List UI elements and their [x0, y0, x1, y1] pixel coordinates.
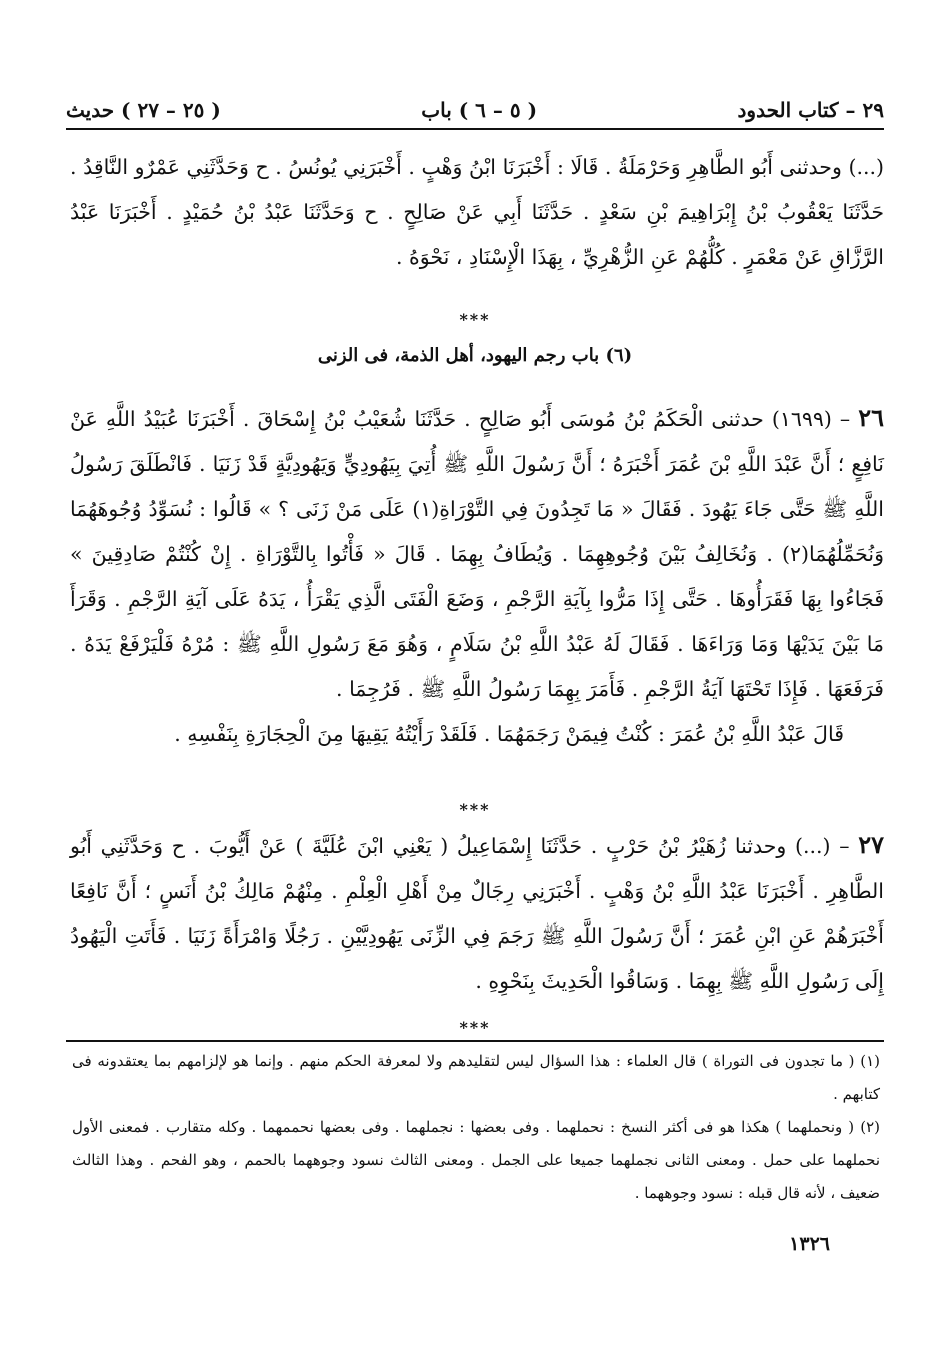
intro-paragraph	[70, 145, 884, 280]
hadith-text: – (...) وحدثنا زُهَيْرُ بْنُ حَرْبٍ . حَدَّثَنَا إِسْمَاعِيلُ ( يَعْنِي ابْنَ عُلَيَّةَ ) عَنْ أَيُّوبَ . ح وَحَدَّثَنِي أَبُو الطَّاهِرِ . أَخْبَرَنَا عَبْدُ اللَّهِ بْنُ وَهْبٍ . أَخْبَرَنِي رِجَالٌ مِنْ أَهْلِ الْعِلْمِ . مِنْهُمْ مَالِكُ بْنُ أَنَسٍ ؛ أَنَّ نَافِعًا أَخْبَرَهُمْ عَنِ ابْنِ عُمَرَ ؛ أَنَّ رَسُولَ اللَّهِ ﷺ رَجَمَ فِي الزِّنَى يَهُودِيَّيْنِ . رَجُلًا وَامْرَأَةً زَنَيَا . فَأَتَتِ الْيَهُودُ إِلَى رَسُولِ اللَّهِ ﷺ بِهِمَا . وَسَاقُوا الْحَدِيثَ بِنَحْوِهِ .	[70, 834, 885, 993]
header-book-title: ٢٩ – كتاب الحدود	[737, 98, 884, 122]
hadith-closing: قَالَ عَبْدُ اللَّهِ بْنُ عُمَرَ : كُنْتُ فِيمَنْ رَجَمَهُمَا . فَلَقَدْ رَأَيْتُهُ يَقِيهَا مِنَ الْحِجَارَةِ بِنَفْسِهِ .	[174, 722, 844, 746]
section-separator: ***	[459, 800, 491, 819]
footnote-divider	[66, 1040, 884, 1042]
section-separator: ***	[459, 310, 491, 329]
hadith-number: ٢٧	[858, 830, 884, 859]
hadith-number: ٢٦	[858, 403, 884, 432]
footnotes	[72, 1045, 880, 1210]
intro-text: (...) وحدثنى أَبُو الطَّاهِرِ وَحَرْمَلَةُ . قَالَا : أَخْبَرَنَا ابْنُ وَهْبٍ . أَخْبَرَنِي يُونُسُ . ح وَحَدَّثَنِي عَمْرٌو النَّاقِدُ . حَدَّثَنَا يَعْقُوبُ بْنُ إِبْرَاهِيمَ بْنِ سَعْدٍ . حَدَّثَنَا أَبِي عَنْ صَالِحٍ . ح وَحَدَّثَنَا عَبْدُ بْنُ حُمَيْدٍ . أَخْبَرَنَا عَبْدُ الرَّزَّاقِ عَنْ مَعْمَرٍ . كُلُّهُمْ عَنِ الزُّهْرِيِّ ، بِهَذَا الْإِسْنَادِ ، نَحْوَهُ .	[70, 155, 884, 269]
running-header	[66, 92, 884, 128]
header-divider	[66, 128, 884, 130]
footnote-2: (٢) ( ونحملهما ) هكذا هو فى أكثر النسخ : نحملهما . وفى بعضها : نجملهما . وفى بعضها نحممهما . وكله متقارب . فمعنى الأول نحملهما على حمل . ومعنى الثانى نجملهما جميعا على الجمل . ومعنى الثالث نسود وجوههما بالحمم ، وهو الفحم . وهذا الثالث ضعيف ، لأنه قال قبله : نسود وجوههما .	[72, 1118, 880, 1202]
footnote-1: (١) ( ما تجدون فى التوراة ) قال العلماء : هذا السؤال ليس لتقليدهم ولا لمعرفة الحكم منهم . وإنما هو لإلزامهم بما يعتقدونه فى كتابهم .	[72, 1052, 880, 1103]
header-hadith-range: ( ٢٥ – ٢٧ ) حديث	[66, 98, 221, 122]
chapter-heading: (٦) باب رجم اليهود، أهل الذمة، فى الزنى	[317, 345, 633, 366]
page-number: ١٣٢٦	[789, 1233, 830, 1255]
section-separator: ***	[459, 1018, 491, 1037]
hadith-27	[70, 822, 884, 1004]
header-chapter: ( ٥ – ٦ ) باب	[421, 98, 538, 122]
hadith-text: – (١٦٩٩) حدثنى الْحَكَمُ بْنُ مُوسَى أَبُو صَالِحٍ . حَدَّثَنَا شُعَيْبُ بْنُ إِسْحَاقَ . أَخْبَرَنَا عُبَيْدُ اللَّهِ عَنْ نَافِعٍ ؛ أَنَّ عَبْدَ اللَّهِ بْنَ عُمَرَ أَخْبَرَهُ ؛ أَنَّ رَسُولَ اللَّهِ ﷺ أُتِيَ بِيَهُودِيٍّ وَيَهُودِيَّةٍ قَدْ زَنَيَا . فَانْطَلَقَ رَسُولُ اللَّهِ ﷺ حَتَّى جَاءَ يَهُودَ . فَقَالَ « مَا تَجِدُونَ فِي التَّوْرَاةِ(١) عَلَى مَنْ زَنَى ؟ » قَالُوا : نُسَوِّدُ وُجُوهَهُمَا وَنُحَمِّلُهُمَا(٢) . وَنُخَالِفُ بَيْنَ وُجُوهِهِمَا . وَيُطَافُ بِهِمَا . قَالَ « فَأْتُوا بِالتَّوْرَاةِ . إِنْ كُنْتُمْ صَادِقِينَ » فَجَاءُوا بِهَا فَقَرَأُوهَا . حَتَّى إِذَا مَرُّوا بِآيَةِ الرَّجْمِ ، وَضَعَ الْفَتَى الَّذِي يَقْرَأُ ، يَدَهُ عَلَى آيَةِ الرَّجْمِ . وَقَرَأَ مَا بَيْنَ يَدَيْهَا وَمَا وَرَاءَهَا . فَقَالَ لَهُ عَبْدُ اللَّهِ بْنُ سَلَامٍ ، وَهُوَ مَعَ رَسُولِ اللَّهِ ﷺ : مُرْهُ فَلْيَرْفَعْ يَدَهُ . فَرَفَعَهَا . فَإِذَا تَحْتَهَا آيَةُ الرَّجْمِ . فَأَمَرَ بِهِمَا رَسُولُ اللَّهِ ﷺ . فَرُجِمَا .	[70, 407, 885, 701]
hadith-26	[70, 395, 884, 757]
